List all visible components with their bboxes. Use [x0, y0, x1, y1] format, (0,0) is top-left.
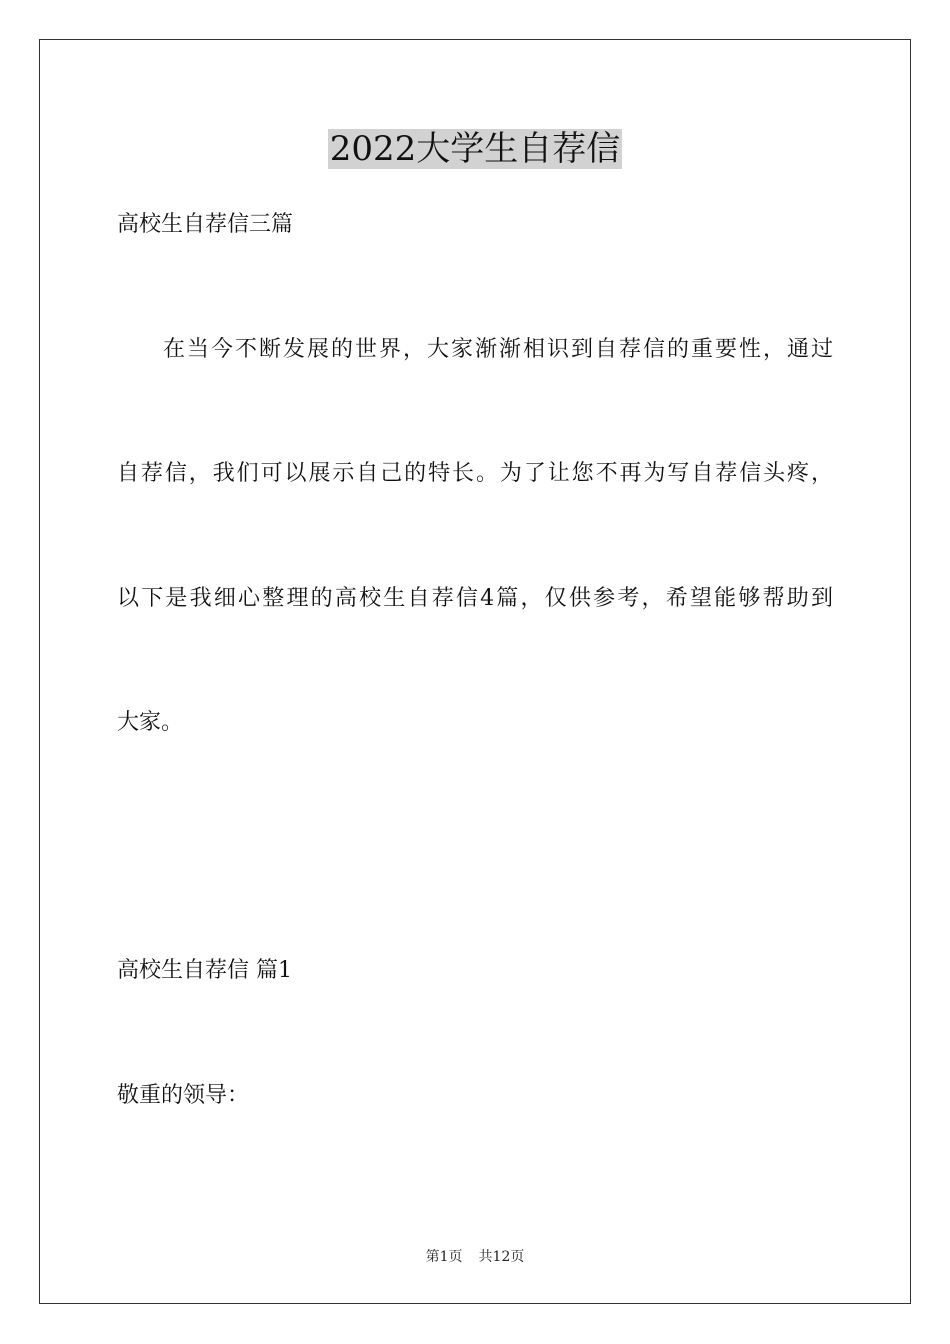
salutation: 敬重的领导： — [117, 1083, 250, 1108]
document-subtitle: 高校生自荐信三篇 — [117, 212, 294, 237]
document-title — [0, 126, 950, 172]
intro-line-3: 以下是我细心整理的高校生自荐信4篇，仅供参考，希望能够帮助到 — [117, 586, 833, 611]
section-heading: 高校生自荐信 篇1 — [117, 958, 292, 983]
page-number: 第1页 — [425, 1249, 463, 1265]
intro-line-2: 自荐信，我们可以展示自己的特长。为了让您不再为写自荐信头疼， — [117, 461, 833, 486]
page-total: 共12页 — [478, 1249, 525, 1265]
intro-line-1: 在当今不断发展的世界，大家渐渐相识到自荐信的重要性，通过 — [163, 337, 833, 362]
intro-line-4: 大家。 — [117, 710, 184, 735]
document-title-text: 2022大学生自荐信 — [329, 129, 621, 169]
page-footer — [0, 1247, 950, 1267]
